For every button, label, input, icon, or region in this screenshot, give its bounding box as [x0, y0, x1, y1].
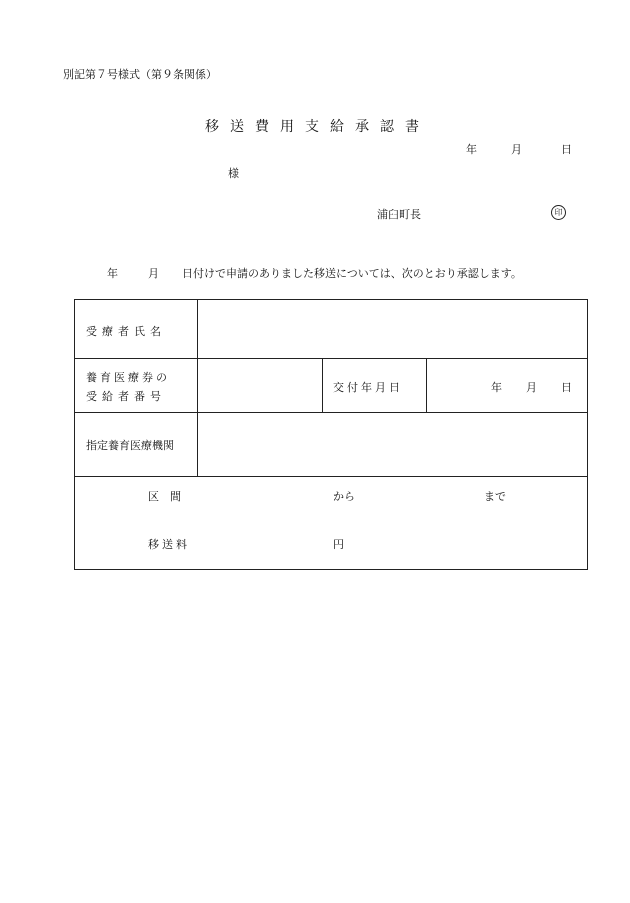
table-row-divider [75, 412, 587, 413]
issue-date-label: 交付年月日 [333, 381, 403, 394]
section-label: 区 間 [148, 490, 181, 503]
application-month-label: 月 [148, 267, 159, 280]
date-month-label: 月 [511, 143, 522, 156]
issuer-name: 浦臼町長 [377, 208, 421, 221]
seal-icon: 印 [551, 205, 566, 220]
issue-date-line [466, 141, 572, 157]
table-column-divider [426, 358, 427, 412]
patient-name-label: 受療者氏名 [86, 325, 166, 338]
table-column-divider [197, 300, 198, 476]
approval-text: 日付けで申請のありました移送については、次のとおり承認します。 [182, 267, 522, 280]
patient-name-field[interactable] [199, 302, 587, 356]
issue-date-year: 年 [491, 381, 502, 394]
table-row-divider [75, 476, 587, 477]
section-to-label: まで [484, 490, 506, 503]
section-from-label: から [333, 490, 355, 503]
form-number-label: 別記第７号様式（第９条関係） [63, 68, 217, 81]
table-column-divider [322, 358, 323, 412]
approval-form-table [74, 299, 588, 570]
recipient-number-field[interactable] [199, 360, 320, 410]
addressee-honorific: 様 [228, 167, 239, 180]
institution-label: 指定養育医療機関 [86, 439, 174, 452]
voucher-label-line1: 養育医療券の [86, 371, 170, 384]
voucher-label-line2: 受給者番号 [86, 390, 166, 403]
institution-field[interactable] [199, 414, 587, 474]
approval-statement [107, 265, 522, 281]
document-title: 移送費用支給承認書 [205, 119, 430, 135]
issue-date-month: 月 [526, 381, 537, 394]
issue-date-day: 日 [561, 381, 572, 394]
date-year-label: 年 [466, 143, 477, 156]
table-row-divider [75, 358, 587, 359]
application-year-label: 年 [107, 267, 118, 280]
fee-unit-label: 円 [333, 538, 344, 551]
fee-label: 移送料 [148, 538, 190, 551]
date-day-label: 日 [561, 143, 572, 156]
